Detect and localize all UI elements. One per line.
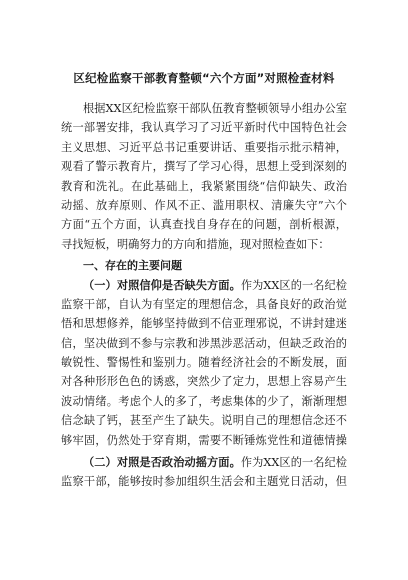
subsection-text: 作为XX区的一名纪检 (240, 456, 347, 470)
document-title: 区纪检监察干部教育整顿“六个方面”对照检查材料 (73, 71, 335, 85)
intro-line: 统一部署安排，我认真学习了习近平新时代中国特色社会 (61, 121, 347, 135)
intro-line: 观看了警示教育片，撰写了学习心得，思想上受到深刻的 (61, 160, 347, 174)
paragraph-line: 够牢固，仍然处于穿育期，需要不断锤炼党性和道德情操 (61, 433, 347, 447)
paragraph-line: 监察干部，能够按时参加组织生活会和主题党日活动，但 (61, 475, 347, 489)
subsection-heading: （一）对照信仰是否缺失方面。 (83, 278, 241, 292)
intro-line: 方面“五个方面，认真查找自身存在的问题，剖析根源， (61, 218, 347, 232)
paragraph-line: 波动情绪。考虑个人的多了，考虑集体的少了，渐渐理想 (61, 394, 347, 408)
section-heading: 一、存在的主要问题 (83, 259, 182, 273)
subsection-first-line (61, 453, 347, 472)
intro-line: 根据XX区纪检监察干部队伍教育整顿领导小组办公室 (83, 102, 347, 115)
paragraph-line: 悟和思想修养，能够坚持做到不信亚理邪说，不讲封建迷 (61, 317, 347, 331)
paragraph-line: 敏锐性、警惕性和鉴别力。随着经济社会的不断发展，面 (61, 356, 347, 370)
paragraph-line: 信念缺了钙，甚至产生了缺失。说明自己的理想信念还不 (61, 414, 347, 428)
intro-line: 寻找短板，明确努力的方向和措施，现对照检查如下： (61, 237, 330, 251)
subsection-first-line (61, 276, 347, 295)
paragraph-line: 信，坚决做到不参与宗教和涉黑涉恶活动，但缺乏政治的 (61, 336, 347, 350)
document-body (61, 99, 347, 492)
paragraph-line: 对各种形形色色的诱惑，突然少了定力，思想上容易产生 (61, 375, 347, 389)
intro-line: 主义思想、习近平总书记重要讲话、重要指示批示精神， (61, 140, 347, 154)
subsection-heading: （二）对照是否政治动摇方面。 (83, 456, 241, 470)
subsection-text: 作为XX区的一名纪检 (240, 278, 347, 292)
intro-line: 动摇、放弃原则、作风不正、滥用职权、清廉失守”六个 (61, 198, 347, 212)
intro-line: 教育和洗礼。在此基础上，我紧紧围绕“信仰缺失、政治 (61, 179, 347, 193)
paragraph-line: 监察干部，自认为有坚定的理想信念，具备良好的政治觉 (61, 297, 347, 311)
